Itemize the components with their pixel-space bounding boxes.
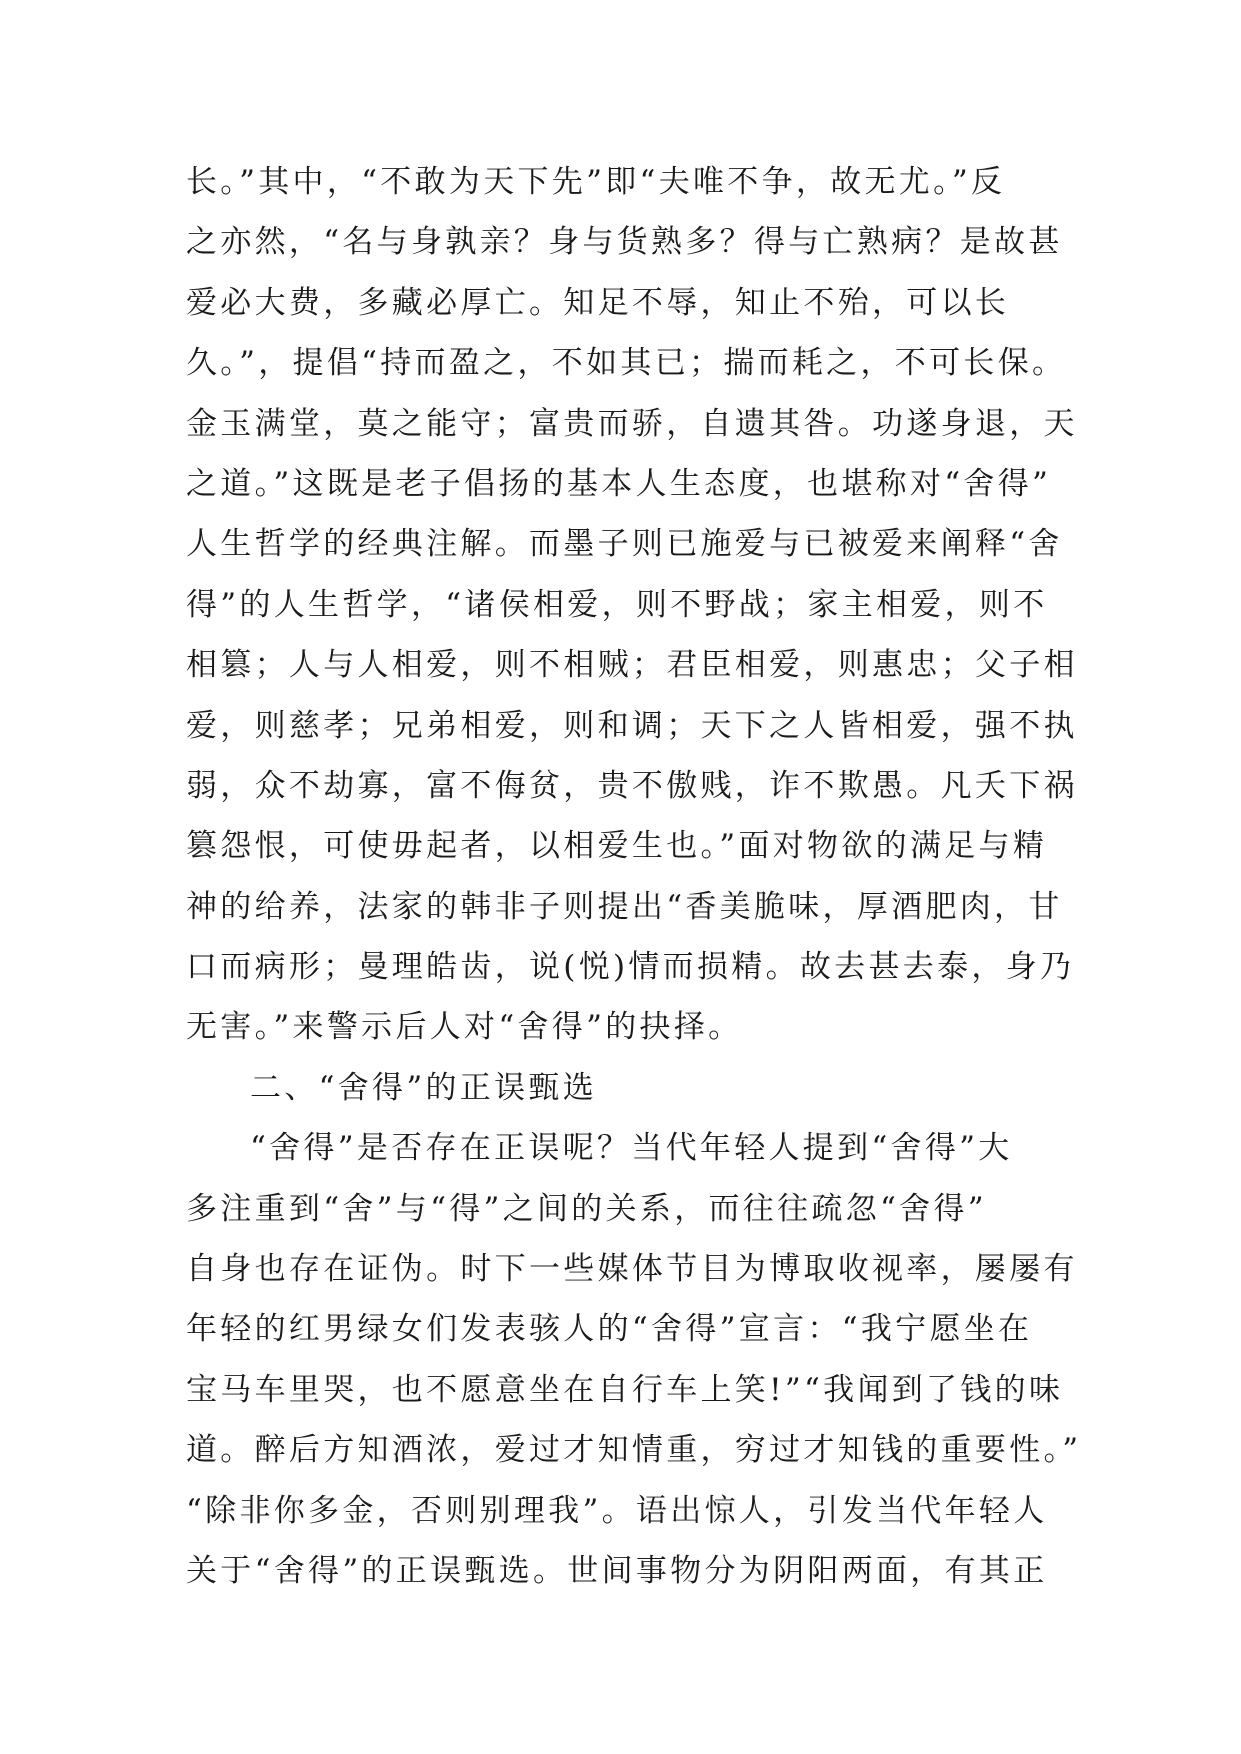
text-line: 得”的人生哲学，“诸侯相爱，则不野战；家主相爱，则不: [186, 586, 1048, 623]
text-line: 年轻的红男绿女们发表骇人的“舍得”宣言：“我宁愿坐在: [186, 1311, 1033, 1348]
text-line: 道。醉后方知酒浓，爱过才知情重，穷过才知钱的重要性。”: [186, 1432, 1082, 1469]
text-line: 爱，则慈孝；兄弟相爱，则和调；天下之人皆相爱，强不执: [186, 707, 1078, 744]
text-line: 多注重到“舍”与“得”之间的关系，而往往疏忽“舍得”: [186, 1190, 987, 1227]
text-line: 自身也存在证伪。时下一些媒体节目为博取收视率，屡屡有: [186, 1251, 1078, 1288]
text-line: 口而病形；曼理皓齿，说(悦)情而损精。故去甚去泰，身乃: [186, 949, 1075, 986]
text-line: 长。”其中，“不敢为天下先”即“夫唯不争，故无尤。”反: [186, 164, 1006, 200]
text-line: 久。”，提倡“持而盈之，不如其已；揣而耗之，不可长保。: [186, 345, 1067, 382]
text-line: 之亦然，“名与身孰亲？身与货熟多？得与亡熟病？是故甚: [186, 224, 1063, 261]
text-line: “舍得”是否存在正误呢？当代年轻人提到“舍得”大: [250, 1130, 1013, 1167]
body-text: [186, 152, 1086, 1601]
text-line: 关于“舍得”的正误甄选。世间事物分为阴阳两面，有其正: [186, 1552, 1048, 1589]
text-line: 爱必大费，多藏必厚亡。知足不辱，知止不殆，可以长: [186, 284, 1010, 321]
text-line: 相篡；人与人相爱，则不相贼；君臣相爱，则惠忠；父子相: [186, 647, 1078, 684]
text-line: 篡怨恨，可使毋起者，以相爱生也。”面对物欲的满足与精: [186, 828, 1048, 865]
section-heading: 二、“舍得”的正误甄选: [250, 1069, 597, 1106]
text-line: 宝马车里哭，也不愿意坐在自行车上笑!”“我闻到了钱的味: [186, 1371, 1064, 1408]
text-line: 金玉满堂，莫之能守；富贵而骄，自遗其咎。功遂身退，天: [186, 405, 1078, 442]
text-line: 神的给养，法家的韩非子则提出“香美脆味，厚酒肥肉，甘: [186, 888, 1063, 925]
text-line: 弱，众不劫寡，富不侮贫，贵不傲贱，诈不欺愚。凡夭下祸: [186, 767, 1078, 804]
text-line: “除非你多金，否则别理我”。语出惊人，引发当代年轻人: [186, 1492, 1048, 1529]
text-line: 之道。”这既是老子倡扬的基本人生态度，也堪称对“舍得”: [186, 465, 1052, 502]
text-line: 人生哲学的经典注解。而墨子则已施爱与已被爱来阐释“舍: [186, 526, 1063, 563]
text-line: 无害。”来警示后人对“舍得”的抉择。: [186, 1009, 743, 1046]
